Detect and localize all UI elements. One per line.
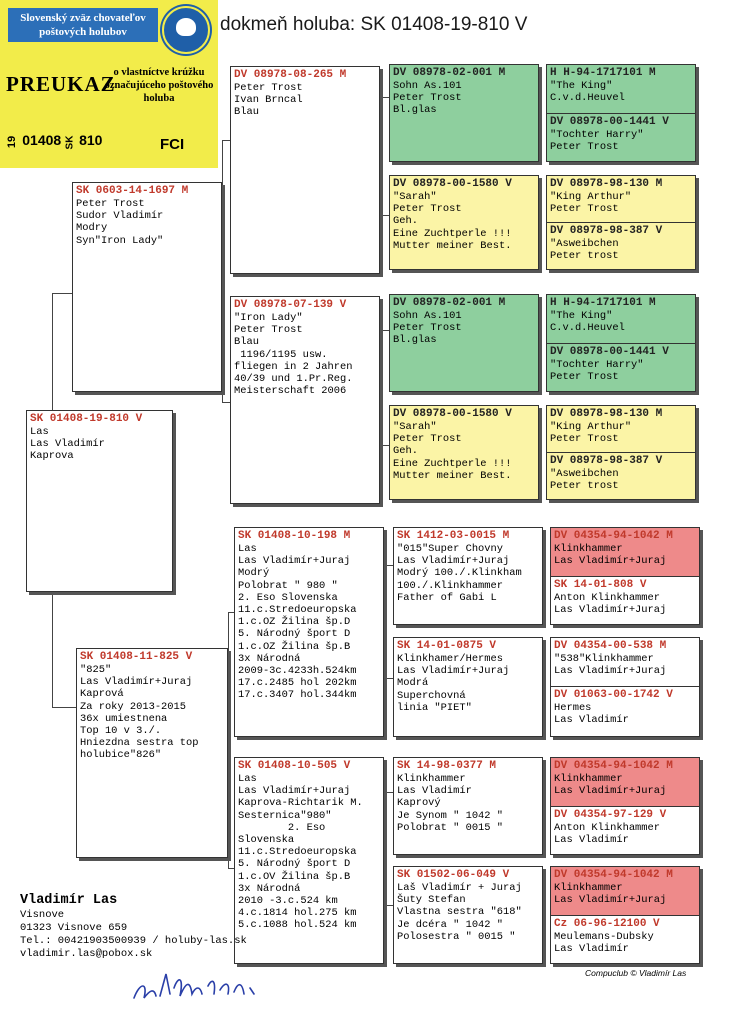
info-line: Las Vladimír+Juraj	[238, 555, 351, 568]
union-name: Slovenský zväz chovateľov poštových holubov	[8, 8, 158, 42]
card-number-b: 810	[79, 132, 103, 148]
info-line: Klinkhammer	[554, 773, 623, 785]
info-line: Las Vladimír+Juraj	[397, 555, 510, 568]
card-subtitle: o vlastníctve krúžku označujúceho poštového holuba	[104, 67, 214, 104]
pedigree-box-gen3[interactable]	[393, 637, 543, 737]
info-line: Mutter meiner Best.	[393, 469, 512, 482]
ring-number: DV 08978-98-387 V	[550, 455, 663, 467]
ring-number: DV 08978-00-1580 V	[393, 178, 512, 190]
info-line: Modrý 100./.Klinkham	[397, 567, 522, 580]
info-line: Las Vladimír+Juraj	[554, 665, 667, 678]
handwritten-signature	[130, 968, 290, 1008]
ring-certificate-card	[0, 0, 218, 168]
ring-number: DV 08978-98-130 M	[550, 178, 663, 190]
ring-number: DV 04354-97-129 V	[554, 809, 667, 821]
ring-number: SK 14-01-808 V	[554, 579, 647, 591]
info-line: "538"Klinkhammer	[554, 653, 654, 665]
info-line: Polobrat " 0015 "	[397, 821, 504, 834]
ring-number: DV 04354-94-1042 M	[554, 530, 673, 542]
pedigree-box-gen2[interactable]	[234, 757, 384, 964]
ancestor-top	[551, 758, 699, 806]
info-line: Las Vladimír	[554, 943, 629, 956]
pedigree-box-gen3[interactable]	[393, 866, 543, 964]
info-line: 4.c.1814 hol.275 km	[238, 907, 357, 920]
info-line: 2. Eso	[238, 821, 326, 834]
info-line: Mutter meiner Best.	[393, 239, 512, 252]
preukaz-label: PREUKAZ	[6, 72, 116, 96]
ring-number: H H-94-1717101 M	[550, 297, 656, 309]
page-title: dokmeň holuba: SK 01408-19-810 V	[220, 14, 528, 35]
info-line: 1.c.OZ Žilina šp.B	[238, 640, 351, 653]
info-line: "Asweibchen	[550, 468, 619, 480]
info-line: Las	[238, 543, 257, 555]
info-line: Blau	[234, 106, 259, 119]
owner-contact	[20, 892, 247, 961]
info-line: Las Vladimír+Juraj	[554, 894, 667, 907]
ancestor-bottom	[551, 915, 699, 957]
ring-number: SK 01502-06-049 V	[397, 869, 510, 881]
ring-number: DV 08978-98-387 V	[550, 225, 663, 237]
info-line: "The King"	[550, 80, 613, 92]
connector-line	[383, 678, 393, 679]
info-line: Vlastna sestra "618"	[397, 906, 522, 919]
info-line: Peter Trost	[550, 433, 619, 446]
ancestor-bottom	[547, 113, 695, 155]
info-line: Las	[238, 773, 257, 785]
info-line: Anton Klinkhammer	[554, 592, 661, 604]
info-line: Klinkhammer	[554, 882, 623, 894]
info-line: Meulemans-Dubsky	[554, 931, 654, 943]
info-line: Eine Zuchtperle !!!	[393, 227, 512, 240]
info-line: Peter Trost	[550, 371, 619, 384]
pedigree-box-sire[interactable]	[72, 182, 222, 392]
info-line: Las Vladimír+Juraj	[554, 604, 667, 617]
info-line: Las Vladimír+Juraj	[80, 676, 193, 689]
info-line: Sesternica"980"	[238, 809, 332, 822]
pedigree-box-subject[interactable]	[26, 410, 173, 592]
info-line: Hermes	[554, 702, 592, 714]
info-line: Las Vladimír	[30, 438, 105, 451]
info-line: Las Vladimír+Juraj	[238, 785, 351, 798]
info-line: "825"	[80, 664, 112, 676]
info-line: Hniezdna sestra top	[80, 737, 199, 750]
connector-line	[52, 293, 73, 412]
ring-number: DV 08978-00-1441 V	[550, 116, 669, 128]
info-line: Za roky 2013-2015	[80, 700, 187, 713]
info-line: Sudor Vladimír	[76, 210, 164, 223]
ancestor-top	[547, 65, 695, 113]
connector-line	[52, 592, 77, 708]
info-line: "Asweibchen	[550, 238, 619, 250]
info-line: "Tochter Harry"	[550, 359, 644, 371]
info-line: 5. Národný šport D	[238, 858, 351, 871]
info-line: 2009-3c.4233h.524km	[238, 665, 357, 678]
info-line: Meisterschaft 2006	[234, 385, 347, 398]
card-sk: SK	[64, 135, 76, 150]
info-line: Peter Trost	[393, 322, 462, 335]
info-line: Peter trost	[550, 480, 619, 493]
info-line: 3x Národná	[238, 882, 301, 895]
info-line: 36x umiestnena	[80, 712, 168, 725]
info-line: Anton Klinkhammer	[554, 822, 661, 834]
ring-number: DV 08978-08-265 M	[234, 69, 347, 81]
info-line: Father of Gabi L	[397, 591, 497, 604]
pedigree-box-gen3[interactable]	[393, 757, 543, 855]
credit-label: Compuclub © Vladimír Las	[585, 968, 687, 978]
info-line: Peter Trost	[234, 324, 303, 337]
pedigree-box-gen3[interactable]	[389, 175, 539, 270]
connector-line	[383, 905, 393, 906]
ring-number: DV 08978-07-139 V	[234, 299, 347, 311]
info-line: 11.c.Stredoeuropska	[238, 846, 357, 859]
info-line: Peter Trost	[393, 92, 462, 105]
ancestor-bottom	[551, 806, 699, 848]
card-ring-number	[6, 132, 102, 148]
info-line: Klinkhammer	[554, 543, 623, 555]
owner-city: 01323 Visnove 659	[20, 922, 128, 934]
info-line: Superchovná	[397, 689, 466, 702]
ancestor-bottom	[551, 686, 699, 728]
info-line: Modrý	[238, 567, 270, 580]
ring-number: SK 01408-11-825 V	[80, 651, 193, 663]
ring-number: DV 08978-02-001 M	[393, 297, 506, 309]
ring-number: SK 01408-10-198 M	[238, 530, 351, 542]
info-line: "King Arthur"	[550, 421, 632, 433]
ancestor-top	[547, 406, 695, 452]
pedigree-box-gen3[interactable]	[389, 405, 539, 500]
owner-street: Visnove	[20, 909, 65, 921]
info-line: Peter Trost	[234, 82, 303, 94]
ancestor-bottom	[547, 452, 695, 494]
info-line: Las	[30, 426, 49, 438]
info-line: Klinkhamer/Hermes	[397, 653, 504, 665]
pedigree-box-gen4[interactable]	[546, 405, 696, 500]
pedigree-box-gen2[interactable]	[230, 296, 380, 504]
fci-label: FCI	[160, 136, 185, 153]
ancestor-top	[547, 176, 695, 222]
ring-number: DV 04354-00-538 M	[554, 640, 667, 652]
pedigree-box-gen4[interactable]	[550, 866, 700, 964]
info-line: Je dcéra " 1042 "	[397, 918, 504, 931]
info-line: 3x Národná	[238, 652, 301, 665]
ring-number: SK 01408-19-810 V	[30, 413, 143, 425]
info-line: Peter Trost	[550, 203, 619, 216]
info-line: Ivan Brncal	[234, 94, 303, 107]
info-line: 100./.Klinkhammer	[397, 579, 504, 592]
owner-phone[interactable]: Tel.: 00421903500939 / holuby-las.sk	[20, 935, 247, 947]
connector-line	[383, 565, 393, 566]
info-line: Modrá	[397, 677, 429, 690]
info-line: Kaprova	[30, 450, 74, 463]
ring-number: DV 08978-98-130 M	[550, 408, 663, 420]
ancestor-top	[551, 528, 699, 576]
info-line: holubice"826"	[80, 749, 162, 762]
ring-number: SK 0603-14-1697 M	[76, 185, 189, 197]
info-line: 5.c.1088 hol.524 km	[238, 919, 357, 932]
pedigree-box-gen4[interactable]	[546, 175, 696, 270]
connector-line	[222, 140, 230, 141]
info-line: Bl.glas	[393, 104, 437, 117]
info-line: 17.c.2485 hol 202km	[238, 677, 357, 690]
info-line: 2010 -3.c.524 km	[238, 895, 338, 908]
info-line: Kaprový	[397, 797, 441, 810]
info-line: "Sarah"	[393, 191, 437, 203]
info-line: "Sarah"	[393, 421, 437, 433]
ring-number: DV 08978-02-001 M	[393, 67, 506, 79]
pedigree-box-dam[interactable]	[76, 648, 228, 858]
info-line: Sohn As.101	[393, 310, 462, 322]
connector-line	[383, 792, 393, 793]
info-line: C.v.d.Heuvel	[550, 322, 625, 335]
info-line: Laš Vladimír + Juraj	[397, 882, 522, 894]
owner-name: Vladimír Las	[20, 893, 118, 908]
pedigree-box-gen3[interactable]	[389, 294, 539, 392]
info-line: "Iron Lady"	[234, 312, 303, 324]
info-line: Las Vladimír+Juraj	[554, 555, 667, 568]
ring-number: DV 08978-00-1441 V	[550, 346, 669, 358]
info-line: Slovenska	[238, 834, 295, 847]
info-line: 11.c.Stredoeuropska	[238, 604, 357, 617]
info-line: C.v.d.Heuvel	[550, 92, 625, 105]
card-number-a: 01408	[22, 132, 62, 148]
ring-number: H H-94-1717101 M	[550, 67, 656, 79]
ring-number: DV 08978-00-1580 V	[393, 408, 512, 420]
ancestor-bottom	[547, 222, 695, 264]
info-line: Top 10 v 3./.	[80, 725, 162, 738]
ring-number: SK 14-98-0377 M	[397, 760, 497, 772]
connector-line	[222, 402, 230, 403]
pedigree-box-gen4[interactable]	[550, 637, 700, 737]
ancestor-bottom	[551, 576, 699, 618]
info-line: 1.c.OV Žilina šp.B	[238, 870, 351, 883]
info-line: Eine Zuchtperle !!!	[393, 457, 512, 470]
pedigree-box-gen3[interactable]	[389, 64, 539, 162]
info-line: Peter trost	[550, 250, 619, 263]
card-year: 19	[6, 135, 19, 149]
ancestor-top	[551, 867, 699, 915]
info-line: Sohn As.101	[393, 80, 462, 92]
info-line: Las Vladimír+Juraj	[397, 665, 510, 678]
info-line: fliegen in 2 Jahren	[234, 360, 353, 373]
ring-number: SK 14-01-0875 V	[397, 640, 497, 652]
ancestor-top	[547, 295, 695, 343]
ring-number: Cz 06-96-12100 V	[554, 918, 660, 930]
owner-email[interactable]: vladimir.las@pobox.sk	[20, 948, 153, 960]
info-line: Peter Trost	[550, 141, 619, 154]
info-line: 1.c.OZ Žilina šp.D	[238, 616, 351, 629]
pedigree-box-gen2[interactable]	[230, 66, 380, 274]
info-line: Blau	[234, 336, 259, 349]
ancestor-top	[551, 638, 699, 686]
info-line: Bl.glas	[393, 334, 437, 347]
info-line: Geh.	[393, 445, 418, 458]
pedigree-box-gen4[interactable]	[546, 64, 696, 162]
union-logo-icon	[162, 6, 210, 54]
info-line: Kaprova-Richtarik M.	[238, 797, 363, 810]
info-line: Las Vladimír+Juraj	[554, 785, 667, 798]
info-line: Peter Trost	[393, 433, 462, 446]
info-line: Kaprová	[80, 688, 124, 701]
info-line: 1196/1195 usw.	[234, 348, 328, 361]
info-line: Je Synom " 1042 "	[397, 809, 504, 822]
ring-number: DV 01063-00-1742 V	[554, 689, 673, 701]
ring-number: SK 01408-10-505 V	[238, 760, 351, 772]
info-line: Syn"Iron Lady"	[76, 234, 164, 247]
ring-number: DV 04354-94-1042 M	[554, 760, 673, 772]
info-line: 2. Eso Slovenska	[238, 591, 338, 604]
info-line: 40/39 und 1.Pr.Reg.	[234, 373, 353, 386]
ring-number: DV 04354-94-1042 M	[554, 869, 673, 881]
pedigree-box-gen4[interactable]	[546, 294, 696, 392]
ancestor-bottom	[547, 343, 695, 385]
info-line: "015"Super Chovny	[397, 543, 504, 555]
pedigree-box-gen3[interactable]	[393, 527, 543, 625]
info-line: Polobrat " 980 "	[238, 579, 338, 592]
pedigree-box-gen4[interactable]	[550, 757, 700, 855]
info-line: 5. Národný šport D	[238, 628, 351, 641]
info-line: linia "PIET"	[397, 701, 472, 714]
info-line: Las Vladimír	[397, 785, 472, 798]
ring-number: SK 1412-03-0015 M	[397, 530, 510, 542]
info-line: Polosestra " 0015 "	[397, 930, 516, 943]
info-line: Klinkhammer	[397, 773, 466, 785]
info-line: Geh.	[393, 215, 418, 228]
info-line: Šuty Stefan	[397, 894, 466, 907]
info-line: "Tochter Harry"	[550, 129, 644, 141]
info-line: Peter Trost	[393, 203, 462, 216]
info-line: "The King"	[550, 310, 613, 322]
info-line: 17.c.3407 hol.344km	[238, 689, 357, 702]
info-line: "King Arthur"	[550, 191, 632, 203]
info-line: Las Vladimír	[554, 714, 629, 727]
pedigree-box-gen2[interactable]	[234, 527, 384, 737]
pedigree-box-gen4[interactable]	[550, 527, 700, 625]
info-line: Peter Trost	[76, 198, 145, 210]
info-line: Modry	[76, 222, 108, 235]
info-line: Las Vladimír	[554, 834, 629, 847]
